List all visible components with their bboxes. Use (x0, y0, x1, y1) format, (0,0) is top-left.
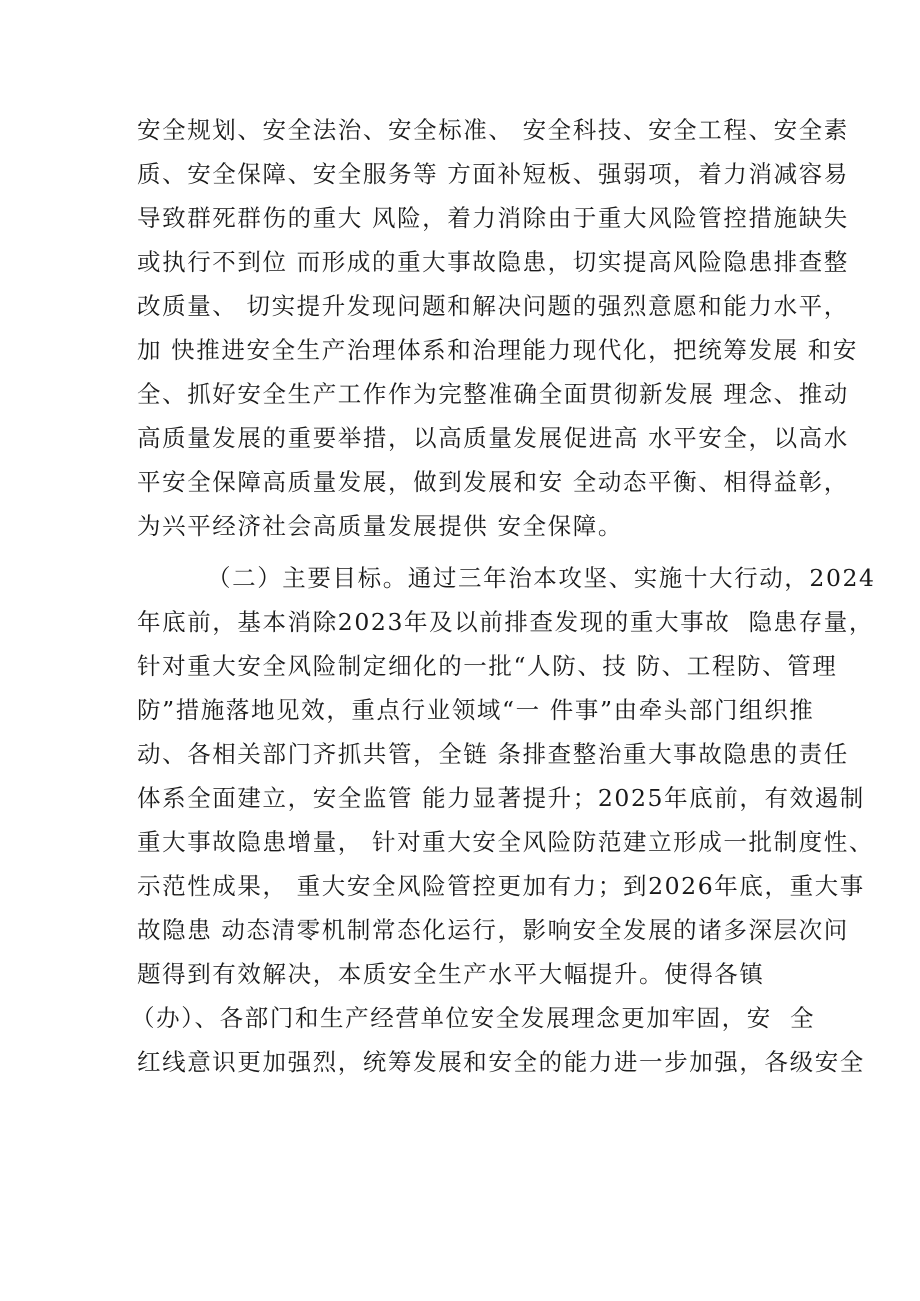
text-line: 重大事故隐患增量， 针对重大安全风险防范建立形成一批制度性、 (137, 828, 874, 856)
text-line: 改质量、 切实提升发现问题和解决问题的强烈意愿和能力水平， (137, 292, 849, 320)
text-line: 年底前，基本消除2023年及以前排查发现的重大事故 隐患存量， (137, 608, 874, 636)
text-line: 全、抓好安全生产工作作为完整准确全面贯彻新发展 理念、推动 (137, 380, 849, 408)
text-line: 示范性成果， 重大安全风险管控更加有力；到2026年底，重大事 (137, 872, 865, 900)
text-line: 为兴平经济社会高质量发展提供 安全保障。 (137, 512, 623, 540)
section-heading-line: （二）主要目标。通过三年治本攻坚、实施十大行动，2024 (207, 564, 876, 592)
text-line: 防”措施落地见效，重点行业领域“一 件事”由牵头部门组织推 (137, 696, 815, 724)
text-line: 体系全面建立，安全监管 能力显著提升；2025年底前，有效遏制 (137, 784, 865, 812)
text-line: 故隐患 动态清零机制常态化运行，影响安全发展的诸多深层次问 (137, 916, 849, 944)
text-line: 质、安全保障、安全服务等 方面补短板、强弱项，着力消减容易 (137, 160, 849, 188)
text-line: 导致群死群伤的重大 风险，着力消除由于重大风险管控措施缺失 (137, 204, 849, 232)
text-line: 或执行不到位 而形成的重大事故隐患，切实提高风险隐患排查整 (137, 248, 849, 276)
text-line: 加 快推进安全生产治理体系和治理能力现代化，把统筹发展 和安 (137, 336, 858, 364)
text-line: 题得到有效解决，本质安全生产水平大幅提升。使得各镇 (137, 960, 765, 988)
text-line: 针对重大安全风险制定细化的一批“人防、技 防、工程防、管理 (137, 652, 838, 680)
text-line: 平安全保障高质量发展，做到发展和安 全动态平衡、相得益彰， (137, 468, 849, 496)
text-line: 红线意识更加强烈，统筹发展和安全的能力进一步加强，各级安全 (137, 1048, 865, 1076)
text-line: 高质量发展的重要举措，以高质量发展促进高 水平安全，以高水 (137, 424, 849, 452)
text-line: 动、各相关部门齐抓共管，全链 条排查整治重大事故隐患的责任 (137, 740, 849, 768)
text-line: 安全规划、安全法治、安全标准、 安全科技、安全工程、安全素 (137, 116, 849, 144)
text-line: （办）、各部门和生产经营单位安全发展理念更加牢固，安 全 (131, 1004, 816, 1032)
